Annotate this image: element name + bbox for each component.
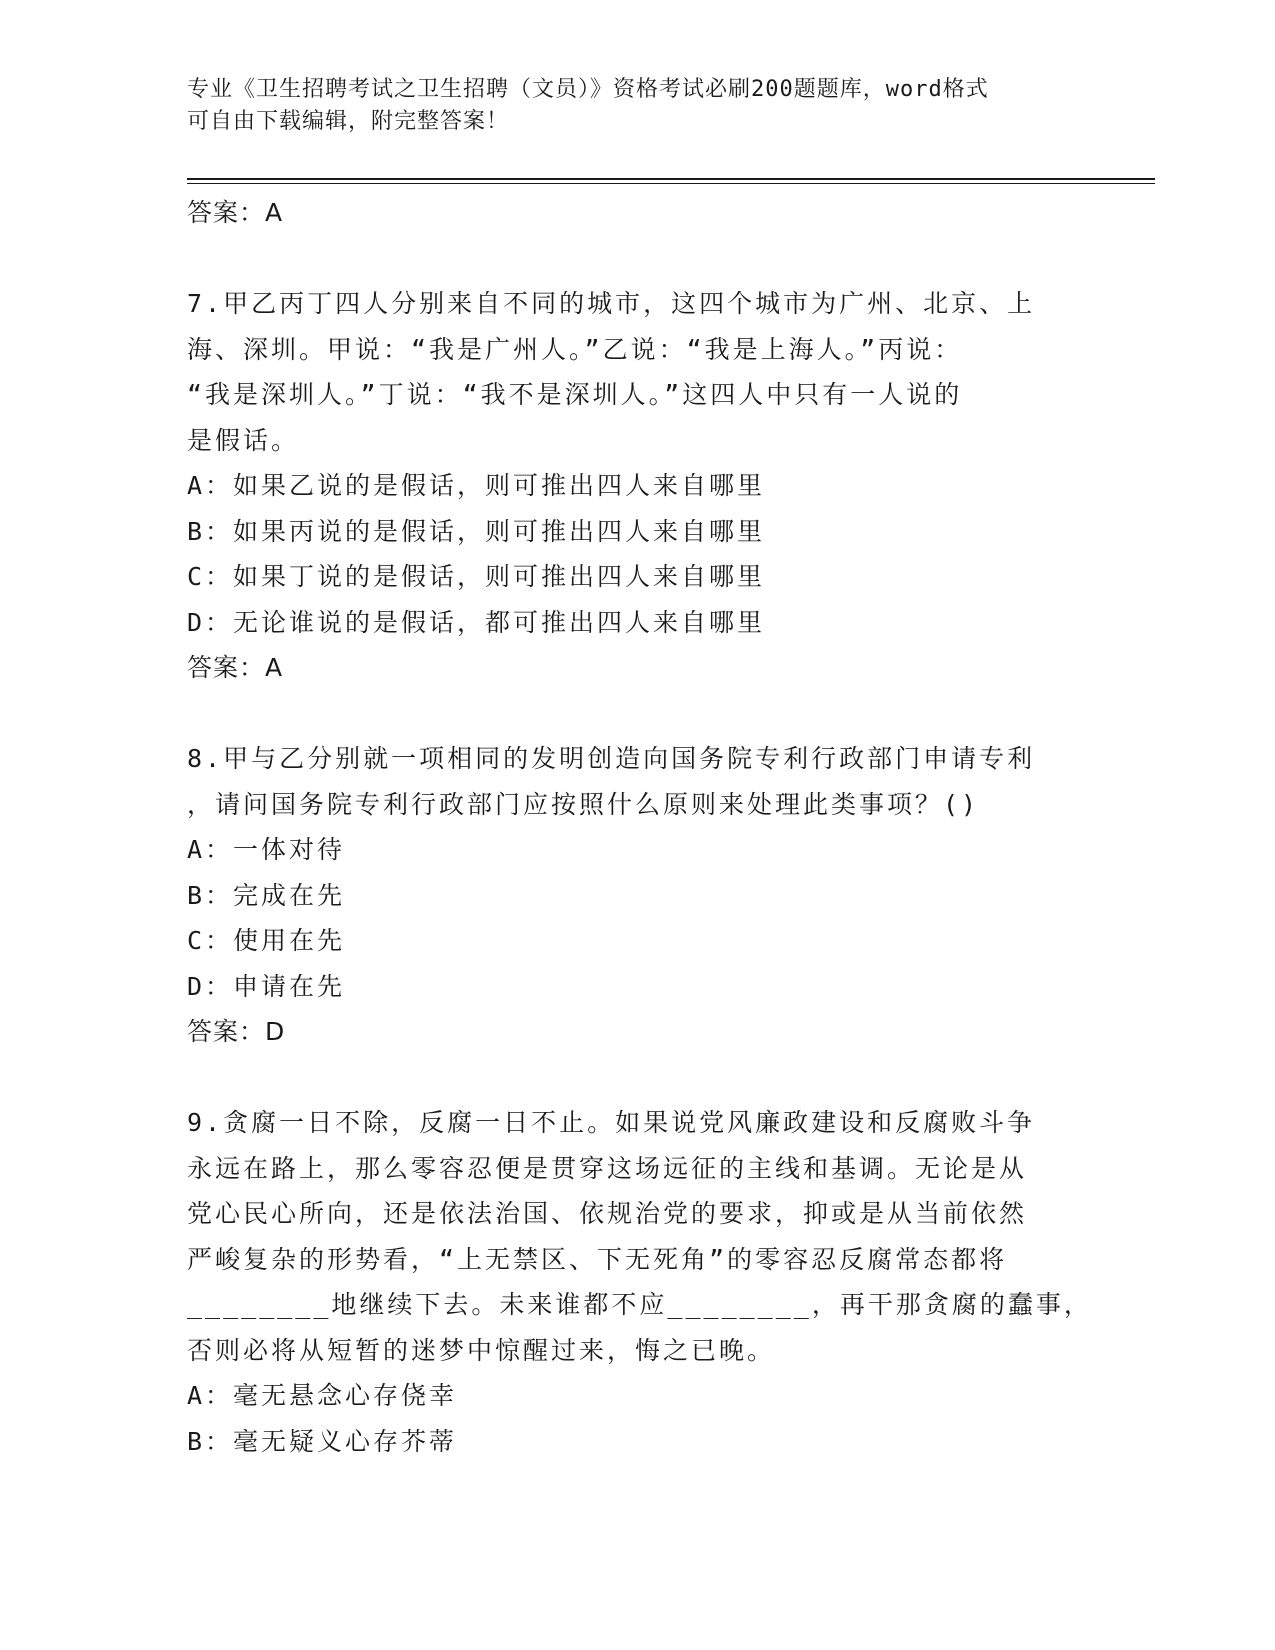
spacer bbox=[187, 236, 1067, 282]
question-9-line-2: 永远在路上，那么零容忍便是贯穿这场远征的主线和基调。无论是从 bbox=[187, 1153, 1028, 1183]
question-8-line-1: 8.甲与乙分别就一项相同的发明创造向国务院专利行政部门申请专利 bbox=[187, 744, 1036, 773]
question-8-option-d: D：申请在先 bbox=[187, 971, 346, 1001]
question-7-option-a: A：如果乙说的是假话，则可推出四人来自哪里 bbox=[187, 471, 766, 500]
question-7-answer: 答案：A bbox=[187, 653, 284, 682]
question-8-line-2: ，请问国务院专利行政部门应按照什么原则来处理此类事项？() bbox=[187, 789, 980, 819]
previous-answer: 答案：A bbox=[187, 198, 284, 227]
header-line-1: 专业《卫生招聘考试之卫生招聘（文员）》资格考试必刷200题题库，word格式 bbox=[187, 77, 989, 102]
question-7-line-4: 是假话。 bbox=[187, 425, 300, 455]
question-7-option-d: D：无论谁说的是假话，都可推出四人来自哪里 bbox=[187, 607, 766, 637]
question-9-option-a: A：毫无悬念心存侥幸 bbox=[187, 1381, 458, 1410]
question-7-line-2: 海、深圳。甲说：“我是广州人。”乙说：“我是上海人。”丙说： bbox=[187, 334, 963, 364]
question-9-line-6: 否则必将从短暂的迷梦中惊醒过来，悔之已晚。 bbox=[187, 1335, 776, 1365]
question-8-option-c: C：使用在先 bbox=[187, 926, 346, 955]
question-9-line-3: 党心民心所向，还是依法治国、依规治党的要求，抑或是从当前依然 bbox=[187, 1199, 1028, 1228]
question-content bbox=[187, 190, 1092, 1464]
question-7-line-1: 7.甲乙丙丁四人分别来自不同的城市，这四个城市为广州、北京、上 bbox=[187, 289, 1036, 318]
question-9-line-4: 严峻复杂的形势看，“上无禁区、下无死角”的零容忍反腐常态都将 bbox=[187, 1244, 1008, 1274]
question-7 bbox=[187, 281, 1067, 691]
header-line-2: 可自由下载编辑，附完整答案！ bbox=[187, 109, 510, 134]
question-8 bbox=[187, 736, 1067, 1055]
question-8-answer: 答案：D bbox=[187, 1017, 286, 1046]
question-7-line-3: “我是深圳人。”丁说：“我不是深圳人。”这四人中只有一人说的 bbox=[187, 380, 963, 409]
spacer bbox=[187, 691, 1067, 737]
spacer bbox=[187, 1055, 1067, 1101]
header-divider-thin bbox=[187, 183, 1155, 184]
question-9-option-b: B：毫无疑义心存芥蒂 bbox=[187, 1426, 458, 1456]
question-9-line-1: 9.贪腐一日不除，反腐一日不止。如果说党风廉政建设和反腐败斗争 bbox=[187, 1108, 1036, 1137]
question-7-option-c: C：如果丁说的是假话，则可推出四人来自哪里 bbox=[187, 562, 766, 591]
question-9-line-5: ________地继续下去。未来谁都不应________，再干那贪腐的蠢事， bbox=[187, 1290, 1092, 1319]
question-9 bbox=[187, 1100, 1092, 1464]
header-divider-thick bbox=[187, 178, 1155, 180]
question-8-option-b: B：完成在先 bbox=[187, 880, 346, 910]
page-header bbox=[187, 74, 1067, 138]
question-7-option-b: B：如果丙说的是假话，则可推出四人来自哪里 bbox=[187, 516, 766, 546]
question-8-option-a: A：一体对待 bbox=[187, 835, 346, 864]
